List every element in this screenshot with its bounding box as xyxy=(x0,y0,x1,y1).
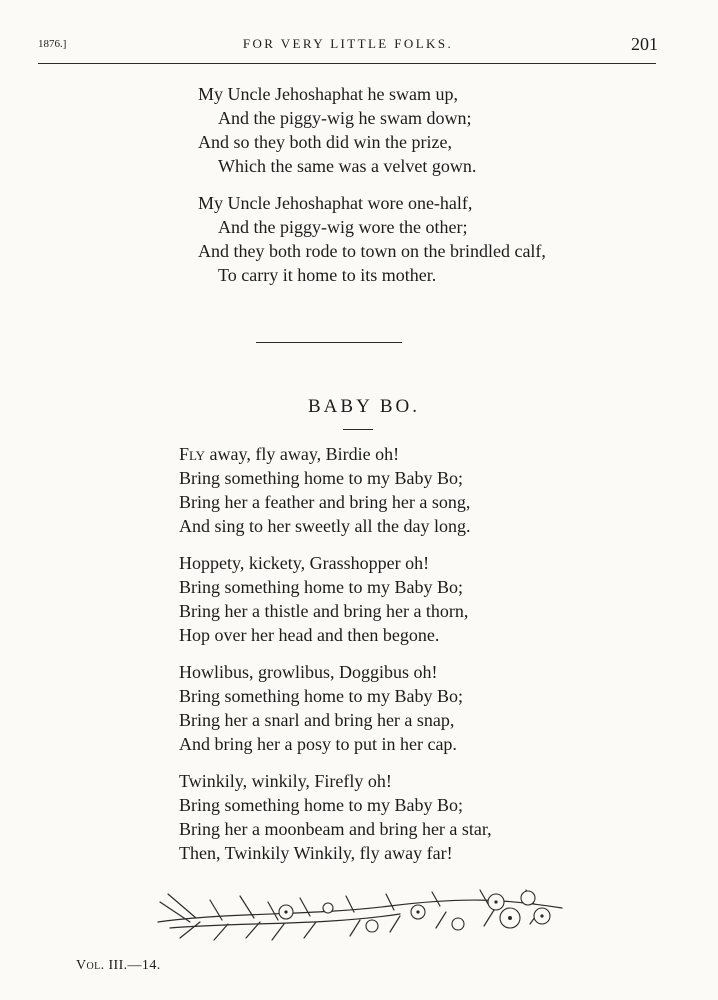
poem-line: Bring her a thistle and bring her a thorn, xyxy=(179,601,469,621)
poem-line: To carry it home to its mother. xyxy=(218,265,437,285)
poem-line: Hop over her head and then begone. xyxy=(179,625,440,645)
poem-line: Bring something home to my Baby Bo; xyxy=(179,795,463,815)
poem-line: Hoppety, kickety, Grasshopper oh! xyxy=(179,553,430,573)
poem-line: Bring her a moonbeam and bring her a star, xyxy=(179,819,492,839)
title-rule xyxy=(343,429,373,430)
poem-line: Bring something home to my Baby Bo; xyxy=(179,468,463,488)
running-head xyxy=(38,36,658,56)
header-rule xyxy=(38,63,656,64)
poem-line: Bring her a snarl and bring her a snap, xyxy=(179,710,455,730)
poem-line: And so they both did win the prize, xyxy=(198,132,452,152)
floral-ornament-icon xyxy=(150,882,568,948)
volume-signature xyxy=(76,958,161,974)
poem-line: Twinkily, winkily, Firefly oh! xyxy=(179,771,392,791)
poem-line: Which the same was a velvet gown. xyxy=(218,156,477,176)
drop-word: Fly xyxy=(179,444,206,464)
poem-line: And they both rode to town on the brindled calf, xyxy=(198,241,546,261)
poem-line: Bring her a feather and bring her a song, xyxy=(179,492,471,512)
poem-line: Bring something home to my Baby Bo; xyxy=(179,577,463,597)
poem-line: Howlibus, growlibus, Doggibus oh! xyxy=(179,662,438,682)
poem-line: My Uncle Jehoshaphat he swam up, xyxy=(198,84,458,104)
poem-line: And the piggy-wig wore the other; xyxy=(218,217,468,237)
poem-line xyxy=(179,442,399,466)
poem-title: BABY BO. xyxy=(308,396,420,417)
section-divider xyxy=(256,342,402,343)
poem-line: My Uncle Jehoshaphat wore one-half, xyxy=(198,193,473,213)
poem-line: Then, Twinkily Winkily, fly away far! xyxy=(179,843,453,863)
poem-line: Bring something home to my Baby Bo; xyxy=(179,686,463,706)
poem-line-rest: away, fly away, Birdie oh! xyxy=(205,444,400,464)
poem-line: And the piggy-wig he swam down; xyxy=(218,108,472,128)
poem-line: And bring her a posy to put in her cap. xyxy=(179,734,457,754)
poem-line: And sing to her sweetly all the day long. xyxy=(179,516,471,536)
volume-label: Vol. III.—14. xyxy=(76,958,161,973)
running-head-date: 1876.] xyxy=(38,38,67,50)
running-head-title: FOR VERY LITTLE FOLKS. xyxy=(242,36,454,51)
page-number: 201 xyxy=(631,34,658,54)
